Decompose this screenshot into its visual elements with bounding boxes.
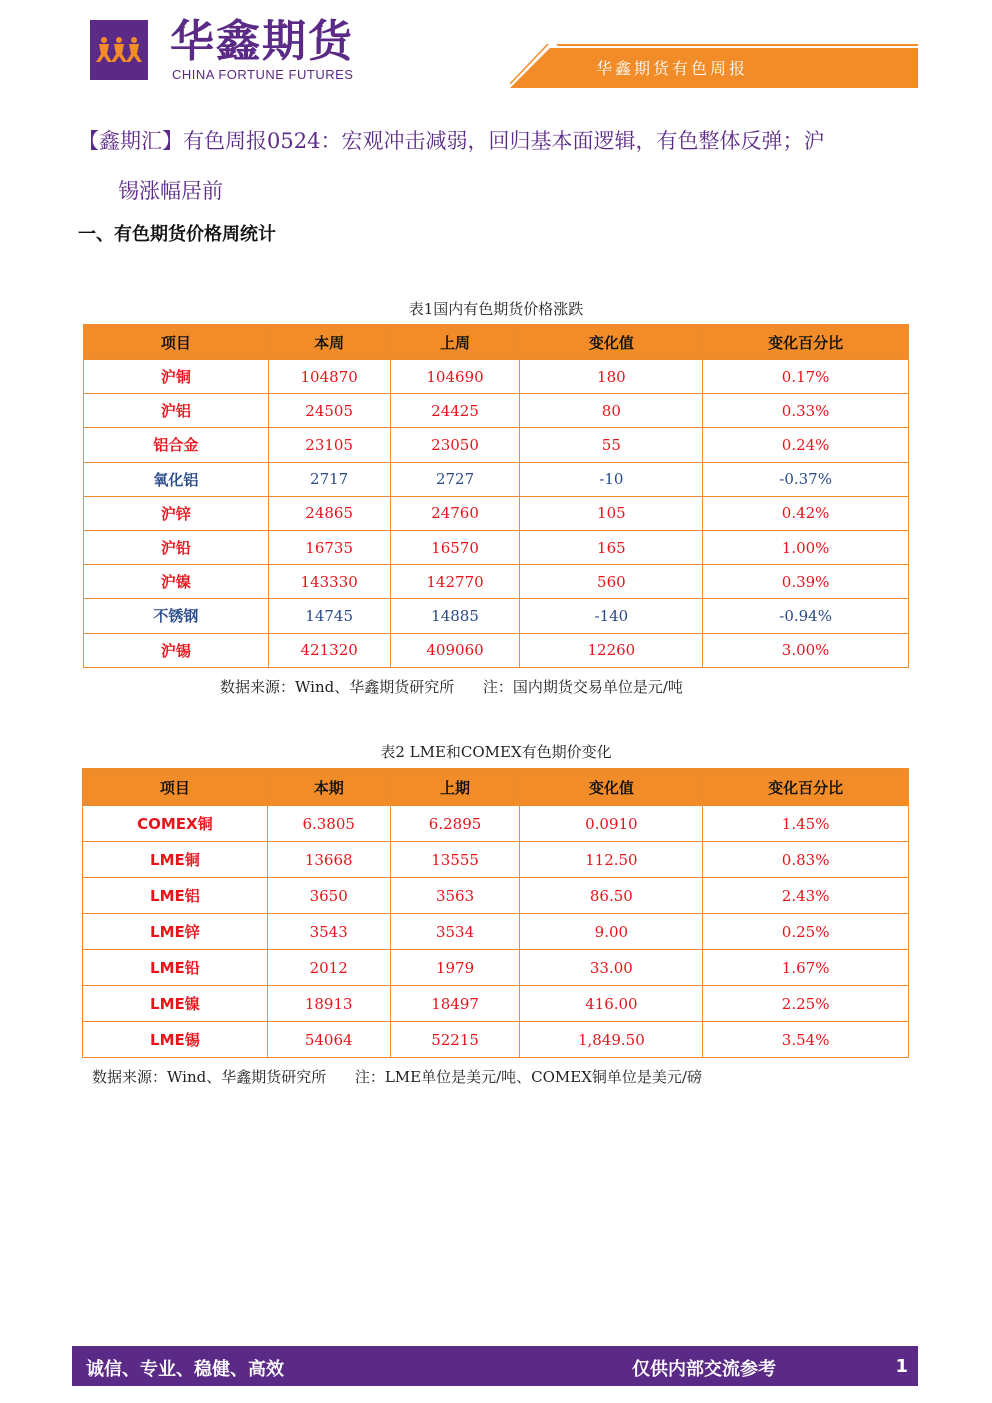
- table-cell: 105: [520, 496, 703, 530]
- row-label: 铝合金: [84, 428, 269, 462]
- table-cell: 24425: [390, 394, 520, 428]
- table-cell: 416.00: [520, 986, 703, 1022]
- table-cell: 18497: [390, 986, 520, 1022]
- column-header: 上周: [390, 325, 520, 360]
- row-label: COMEX铜: [83, 806, 268, 842]
- logo-figures-icon: [90, 20, 148, 80]
- table-cell: 3534: [390, 914, 520, 950]
- table-cell: 180: [520, 360, 703, 394]
- table1-note: 数据来源：Wind、华鑫期货研究所 注：国内期货交易单位是元/吨: [220, 678, 683, 696]
- table-cell: 55: [520, 428, 703, 462]
- table-cell: 80: [520, 394, 703, 428]
- column-header: 本期: [267, 769, 390, 806]
- row-label: LME镍: [83, 986, 268, 1022]
- table-cell: -140: [520, 599, 703, 633]
- table2-note: 数据来源：Wind、华鑫期货研究所 注：LME单位是美元/吨、COMEX铜单位是美元/磅: [92, 1068, 702, 1086]
- brand-name-en: CHINA FORTUNE FUTURES: [172, 67, 354, 82]
- table-row: [84, 428, 909, 462]
- table-cell: 0.24%: [703, 428, 909, 462]
- table-row: [83, 986, 909, 1022]
- table-cell: 0.33%: [703, 394, 909, 428]
- table-cell: 6.2895: [390, 806, 520, 842]
- table-cell: 24505: [268, 394, 390, 428]
- row-label: LME锡: [83, 1022, 268, 1058]
- row-label: 沪镍: [84, 565, 269, 599]
- table-cell: 165: [520, 530, 703, 564]
- table-cell: 3.54%: [703, 1022, 909, 1058]
- table-row: [83, 878, 909, 914]
- table-cell: 3563: [390, 878, 520, 914]
- table-cell: 560: [520, 565, 703, 599]
- table-cell: 1.00%: [703, 530, 909, 564]
- table-row: [84, 394, 909, 428]
- table-row: [84, 462, 909, 496]
- table-cell: 0.0910: [520, 806, 703, 842]
- row-label: 沪锌: [84, 496, 269, 530]
- table-cell: 3.00%: [703, 633, 909, 667]
- table-cell: 23105: [268, 428, 390, 462]
- report-title-line2: 锡涨幅居前: [118, 179, 223, 203]
- column-header: 项目: [84, 325, 269, 360]
- table-row: [83, 842, 909, 878]
- table-row: [83, 950, 909, 986]
- table-cell: 112.50: [520, 842, 703, 878]
- row-label: LME铅: [83, 950, 268, 986]
- table-cell: 18913: [267, 986, 390, 1022]
- table-cell: 143330: [268, 565, 390, 599]
- row-label: 沪锡: [84, 633, 269, 667]
- report-title: [78, 116, 924, 216]
- table-cell: 54064: [267, 1022, 390, 1058]
- report-label: 华鑫期货有色周报: [596, 59, 749, 78]
- footer-notice: 仅供内部交流参考: [632, 1359, 776, 1380]
- table-row: [84, 360, 909, 394]
- table-cell: 14885: [390, 599, 520, 633]
- table-cell: 104870: [268, 360, 390, 394]
- table-cell: 24865: [268, 496, 390, 530]
- table-cell: 1979: [390, 950, 520, 986]
- column-header: 变化百分比: [703, 325, 909, 360]
- table-row: [84, 530, 909, 564]
- table-cell: 24760: [390, 496, 520, 530]
- table-cell: 23050: [390, 428, 520, 462]
- table-cell: 16570: [390, 530, 520, 564]
- column-header: 变化百分比: [703, 769, 909, 806]
- page-number: 1: [895, 1356, 908, 1377]
- table-cell: 3543: [267, 914, 390, 950]
- brand-name-cn: 华鑫期货: [170, 16, 354, 67]
- table-cell: 9.00: [520, 914, 703, 950]
- report-title-line1: 【鑫期汇】有色周报0524：宏观冲击减弱，回归基本面逻辑，有色整体反弹；沪: [78, 129, 825, 153]
- table-cell: 2727: [390, 462, 520, 496]
- table-cell: -10: [520, 462, 703, 496]
- table-row: [83, 806, 909, 842]
- table-cell: 2012: [267, 950, 390, 986]
- column-header: 项目: [83, 769, 268, 806]
- overseas-futures-table: [82, 768, 909, 1058]
- page-footer: [72, 1346, 918, 1386]
- section-heading: 一、有色期货价格周统计: [78, 224, 276, 245]
- table-cell: 0.83%: [703, 842, 909, 878]
- table-row: [83, 914, 909, 950]
- table-cell: 16735: [268, 530, 390, 564]
- table-cell: 12260: [520, 633, 703, 667]
- table-cell: 104690: [390, 360, 520, 394]
- table2-caption: 表2 LME和COMEX有色期价变化: [380, 743, 612, 761]
- table-cell: 1.67%: [703, 950, 909, 986]
- row-label: 沪铝: [84, 394, 269, 428]
- column-header: 变化值: [520, 769, 703, 806]
- table-header-row: [83, 769, 909, 806]
- row-label: 不锈钢: [84, 599, 269, 633]
- row-label: LME铜: [83, 842, 268, 878]
- table-cell: 14745: [268, 599, 390, 633]
- table-cell: -0.94%: [703, 599, 909, 633]
- table-cell: 0.17%: [703, 360, 909, 394]
- table-cell: 1,849.50: [520, 1022, 703, 1058]
- row-label: LME铝: [83, 878, 268, 914]
- table-cell: 52215: [390, 1022, 520, 1058]
- table-row: [84, 565, 909, 599]
- domestic-futures-table: [83, 324, 909, 668]
- table-row: [84, 633, 909, 667]
- table-cell: 86.50: [520, 878, 703, 914]
- table-cell: 1.45%: [703, 806, 909, 842]
- company-logo: [90, 20, 148, 80]
- table-cell: 2.25%: [703, 986, 909, 1022]
- table-row: [84, 496, 909, 530]
- table-row: [84, 599, 909, 633]
- table-cell: 13668: [267, 842, 390, 878]
- footer-motto: 诚信、专业、稳健、高效: [86, 1359, 284, 1380]
- table-cell: 421320: [268, 633, 390, 667]
- table-cell: 2.43%: [703, 878, 909, 914]
- table-cell: 0.39%: [703, 565, 909, 599]
- row-label: LME锌: [83, 914, 268, 950]
- table-cell: 0.25%: [703, 914, 909, 950]
- row-label: 氧化铝: [84, 462, 269, 496]
- table-header-row: [84, 325, 909, 360]
- table-cell: 6.3805: [267, 806, 390, 842]
- column-header: 变化值: [520, 325, 703, 360]
- column-header: 上期: [390, 769, 520, 806]
- table-cell: -0.37%: [703, 462, 909, 496]
- table-cell: 33.00: [520, 950, 703, 986]
- table-cell: 13555: [390, 842, 520, 878]
- table-cell: 0.42%: [703, 496, 909, 530]
- column-header: 本周: [268, 325, 390, 360]
- table1-caption: 表1国内有色期货价格涨跌: [408, 300, 584, 318]
- table-row: [83, 1022, 909, 1058]
- table-cell: 142770: [390, 565, 520, 599]
- table-cell: 2717: [268, 462, 390, 496]
- row-label: 沪铜: [84, 360, 269, 394]
- row-label: 沪铅: [84, 530, 269, 564]
- table-cell: 3650: [267, 878, 390, 914]
- table-cell: 409060: [390, 633, 520, 667]
